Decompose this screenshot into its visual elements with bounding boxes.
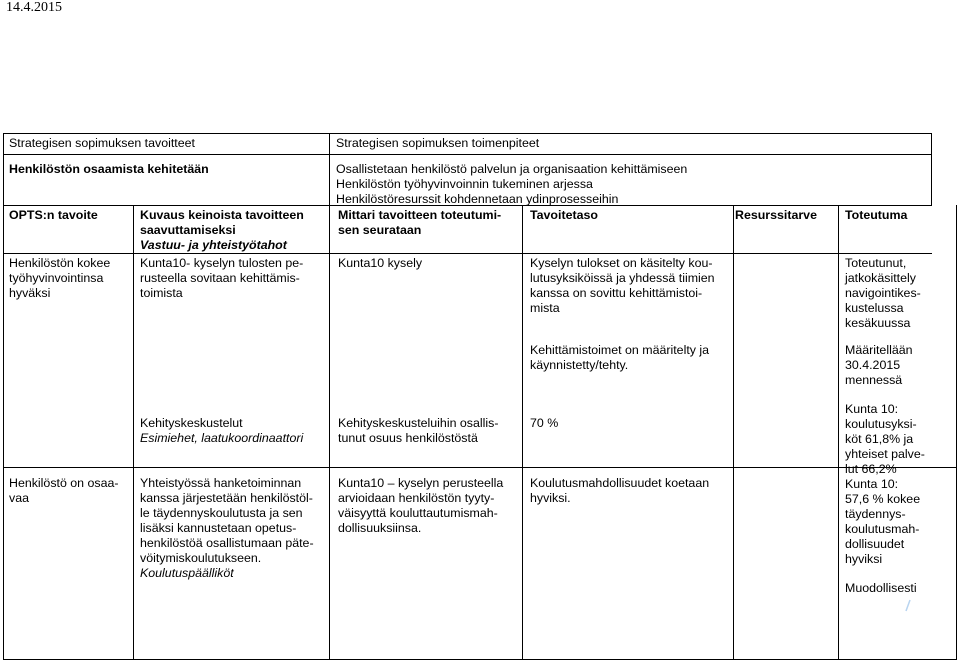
realization-text: lut 66,2%	[845, 462, 897, 476]
realization-text: täydennys-	[845, 507, 906, 521]
table-rule	[133, 205, 134, 660]
goal-text: Henkilöstö on osaa-	[9, 476, 119, 490]
column-heading-realization: Toteutuma	[845, 208, 908, 222]
table-rule	[931, 133, 932, 205]
table-rule	[3, 133, 932, 134]
column-heading-opts-goal: OPTS:n tavoite	[9, 208, 98, 222]
column-heading-metric: Mittari tavoitteen toteutumi-	[338, 208, 502, 222]
description-text: henkilöstöä osallistumaan päte-	[140, 536, 314, 550]
description-text: toimista	[140, 286, 183, 300]
section-action: Henkilöstöresurssit kohdennetaan ydinprosesseihin	[336, 192, 619, 206]
column-heading-responsibility: Vastuu- ja yhteistyötahot	[140, 238, 287, 252]
description-text: Kunta10- kyselyn tulosten pe-	[140, 256, 304, 270]
table-rule	[733, 205, 734, 660]
realization-text: Muodollisesti	[845, 581, 917, 595]
realization-text: Kunta 10:	[845, 402, 899, 416]
description-text: Yhteistyössä hanketoiminnan	[140, 476, 302, 490]
target-text: käynnistetty/tehty.	[530, 358, 629, 372]
realization-text: hyviksi	[845, 552, 883, 566]
description-text: lisäksi kannustetaan opetus-	[140, 521, 297, 535]
realization-text: yhteiset palve-	[845, 447, 925, 461]
metric-text: dollisuuksiinsa.	[338, 521, 422, 535]
target-text: 70 %	[530, 416, 559, 430]
target-text: hyviksi.	[530, 491, 571, 505]
goal-text: hyväksi	[9, 286, 51, 300]
table-rule	[329, 133, 330, 205]
target-text: Koulutusmahdollisuudet koetaan	[530, 476, 710, 490]
realization-text: kesäkuussa	[845, 316, 911, 330]
realization-text: Toteutunut,	[845, 256, 907, 270]
target-text: kanssa on sovittu kehittämistoi-	[530, 286, 703, 300]
table-rule	[838, 205, 839, 660]
column-heading-description: saavuttamiseksi	[140, 223, 236, 237]
column-heading-description: Kuvaus keinoista tavoitteen	[140, 208, 304, 222]
column-heading-resources: Resurssitarve	[735, 208, 817, 222]
metric-text: Kehityskeskusteluihin osallis-	[338, 416, 499, 430]
metric-text: Kunta10 kysely	[338, 256, 423, 270]
section-action: Henkilöstön työhyvinvoinnin tukeminen arjessa	[336, 177, 593, 191]
goal-text: vaa	[9, 491, 29, 505]
target-text: lutusyksiköissä ja yhdessä tiimien	[530, 271, 715, 285]
realization-text: Kunta 10:	[845, 477, 899, 491]
realization-text: dollisuudet	[845, 537, 905, 551]
goals-header: Strategisen sopimuksen tavoitteet	[9, 136, 195, 150]
metric-text: arvioidaan henkilöstön tyyty-	[338, 491, 495, 505]
realization-text: 57,6 % kokee	[845, 492, 921, 506]
realization-text: koulutusyksi-	[845, 417, 917, 431]
table-rule	[329, 205, 330, 660]
column-heading-metric: sen seurataan	[338, 223, 422, 237]
realization-text: 30.4.2015	[845, 358, 901, 372]
realization-text: Määritellään	[845, 343, 913, 357]
realization-text: navigointikes-	[845, 286, 921, 300]
document-date: 14.4.2015	[6, 0, 62, 15]
description-text: le täydennyskoulutusta ja sen	[140, 506, 303, 520]
target-text: Kyselyn tulokset on käsitelty kou-	[530, 256, 713, 270]
description-text: vöitymiskoulutukseen.	[140, 551, 262, 565]
metric-text: tunut osuus henkilöstöstä	[338, 431, 478, 445]
realization-text: köt 61,8% ja	[845, 432, 914, 446]
section-title: Henkilöstön osaamista kehitetään	[9, 162, 209, 176]
table-rule	[3, 467, 957, 468]
description-text: Kehityskeskustelut	[140, 416, 243, 430]
metric-text: väisyyttä kouluttautumismah-	[338, 506, 498, 520]
target-text: mista	[530, 301, 560, 315]
metric-text: Kunta10 – kyselyn perusteella	[338, 476, 504, 490]
table-rule	[522, 205, 523, 660]
realization-text: jatkokäsittely	[845, 271, 916, 285]
realization-text: mennessä	[845, 373, 903, 387]
pen-mark-icon	[900, 598, 914, 612]
target-text: Kehittämistoimet on määritelty ja	[530, 343, 710, 357]
table-rule	[3, 253, 932, 254]
section-action: Osallistetaan henkilöstö palvelun ja organisaation kehittämiseen	[336, 162, 688, 176]
actions-header: Strategisen sopimuksen toimenpiteet	[336, 136, 540, 150]
column-heading-target: Tavoitetaso	[530, 208, 598, 222]
goal-text: työhyvinvointinsa	[9, 271, 104, 285]
table-rule	[3, 133, 4, 660]
realization-text: kustelussa	[845, 301, 904, 315]
goal-text: Henkilöstön kokee	[9, 256, 111, 270]
table-rule	[3, 154, 932, 155]
responsible-text: Koulutuspäälliköt	[140, 566, 234, 580]
description-text: rusteella sovitaan kehittämis-	[140, 271, 300, 285]
responsible-text: Esimiehet, laatukoordinaattori	[140, 431, 304, 445]
description-text: kanssa järjestetään henkilöstöl-	[140, 491, 313, 505]
table-rule	[956, 205, 957, 660]
realization-text: koulutusmah-	[845, 522, 920, 536]
